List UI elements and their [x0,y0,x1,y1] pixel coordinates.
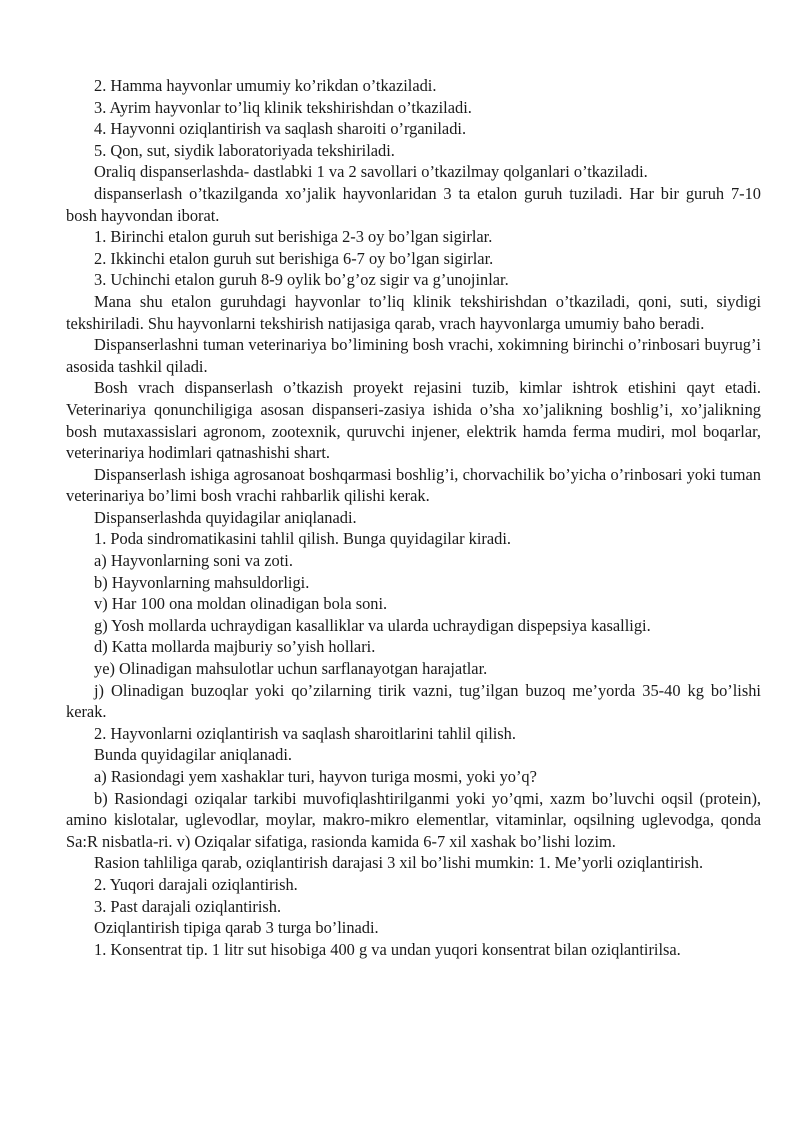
paragraph: Dispanserlashda quyidagilar aniqlanadi. [94,507,357,527]
paragraph: 2. Yuqori darajali oziqlantirish. [94,874,298,894]
paragraph: 2. Hamma hayvonlar umumiy ko’rikdan o’tkaziladi. [94,76,437,95]
document-page [66,75,761,960]
paragraph: Oraliq dispanserlashda- dastlabki 1 va 2 savollari o’tkazilmay qolganlari o’tkaziladi. [94,162,648,182]
paragraph: a) Rasiondagi yem xashaklar turi, hayvon turiga mosmi, yoki yo’q? [94,767,537,786]
paragraph: Rasion tahliliga qarab, oziqlantirish darajasi 3 xil bo’lishi mumkin: 1. Me’yorli oziqlantirish. [94,853,704,873]
paragraph: Oziqlantirish tipiga qarab 3 turga bo’linadi. [94,918,379,938]
paragraph: 1. Poda sindromatikasini tahlil qilish. Bunga quyidagilar kiradi. [94,529,512,549]
paragraph: a) Hayvonlarning soni va zoti. [94,551,293,571]
paragraph: 5. Qon, sut, siydik laboratoriyada tekshiriladi. [94,140,395,160]
paragraph: 4. Hayvonni oziqlantirish va saqlash sharoiti o’rganiladi. [94,119,467,139]
paragraph: Bosh vrach dispanserlash o’tkazish proyekt rejasini tuzib, kimlar ishtrok etishini qayt etadi. Veterinariya qonunchiligiga asosan dispanseri-zasiya ishida o’sha xo’jalikning boshlig’i, xo’jalikning bosh mutaxassislari agronom, zootexnik, quruvchi injener, elektrik hamda ferma mudiri, mol boqarlar, veterinariya hodimlari qatnashishi shart. [66,378,761,463]
paragraph: 3. Ayrim hayvonlar to’liq klinik tekshirishdan o’tkaziladi. [94,97,472,117]
paragraph: 2. Ikkinchi etalon guruh sut berishiga 6-7 oy bo’lgan sigirlar. [94,248,494,268]
paragraph: Dispanserlashni tuman veterinariya bo’limining bosh vrachi, xokimning birinchi o’rinbosari buyrug’i asosida tashkil qiladi. [66,335,761,376]
paragraph: ye) Olinadigan mahsulotlar uchun sarflanayotgan harajatlar. [94,659,488,679]
paragraph: 2. Hayvonlarni oziqlantirish va saqlash sharoitlarini tahlil qilish. [94,723,516,743]
paragraph: 3. Uchinchi etalon guruh 8-9 oylik bo’g’oz sigir va g’unojinlar. [94,270,509,290]
paragraph: Dispanserlash ishiga agrosanoat boshqarmasi boshlig’i, chorvachilik bo’yicha o’rinbosari yoki tuman veterinariya bo’limi bosh vrachi rahbarlik qilishi kerak. [66,464,761,506]
paragraph: 1. Konsentrat tip. 1 litr sut hisobiga 400 g va undan yuqori konsentrat bilan oziqlantirilsa. [94,939,681,959]
paragraph: 3. Past darajali oziqlantirish. [94,896,282,916]
paragraph: dispanserlash o’tkazilganda xo’jalik hayvonlaridan 3 ta etalon guruh tuziladi. Har bir guruh 7-10 bosh hayvondan iborat. [66,183,761,225]
paragraph: 1. Birinchi etalon guruh sut berishiga 2-3 oy bo’lgan sigirlar. [94,227,493,247]
paragraph: g) Yosh mollarda uchraydigan kasalliklar va ularda uchraydigan dispepsiya kasalligi. [94,615,651,635]
paragraph: j) Olinadigan buzoqlar yoki qo’zilarning tirik vazni, tug’ilgan buzoq me’yorda 35-40 kg bo’lishi kerak. [66,680,761,722]
paragraph: Mana shu etalon guruhdagi hayvonlar to’liq klinik tekshirishdan o’tkaziladi, qoni, suti, siydigi tekshiriladi. Shu hayvonlarni tekshirish natijasiga qarab, vrach hayvonlarga umumiy baho beradi. [66,291,761,333]
paragraph: Bunda quyidagilar aniqlanadi. [94,745,293,765]
paragraph: b) Rasiondagi oziqalar tarkibi muvofiqlashtirilganmi yoki yo’qmi, xazm bo’luvchi oqsil (protein), amino kislotalar, uglevodlar, moylar, makro-mikro elementlar, vitaminlar, oqsilning uglevodga, qonda Sa:R nisbatla-ri. v) Oziqalar sifatiga, rasionda kamida 6-7 xil xashak bo’lishi lozim. [66,788,761,851]
paragraph: b) Hayvonlarning mahsuldorligi. [94,572,310,592]
paragraph: d) Katta mollarda majburiy so’yish hollari. [94,637,376,657]
paragraph: v) Har 100 ona moldan olinadigan bola soni. [94,594,388,614]
